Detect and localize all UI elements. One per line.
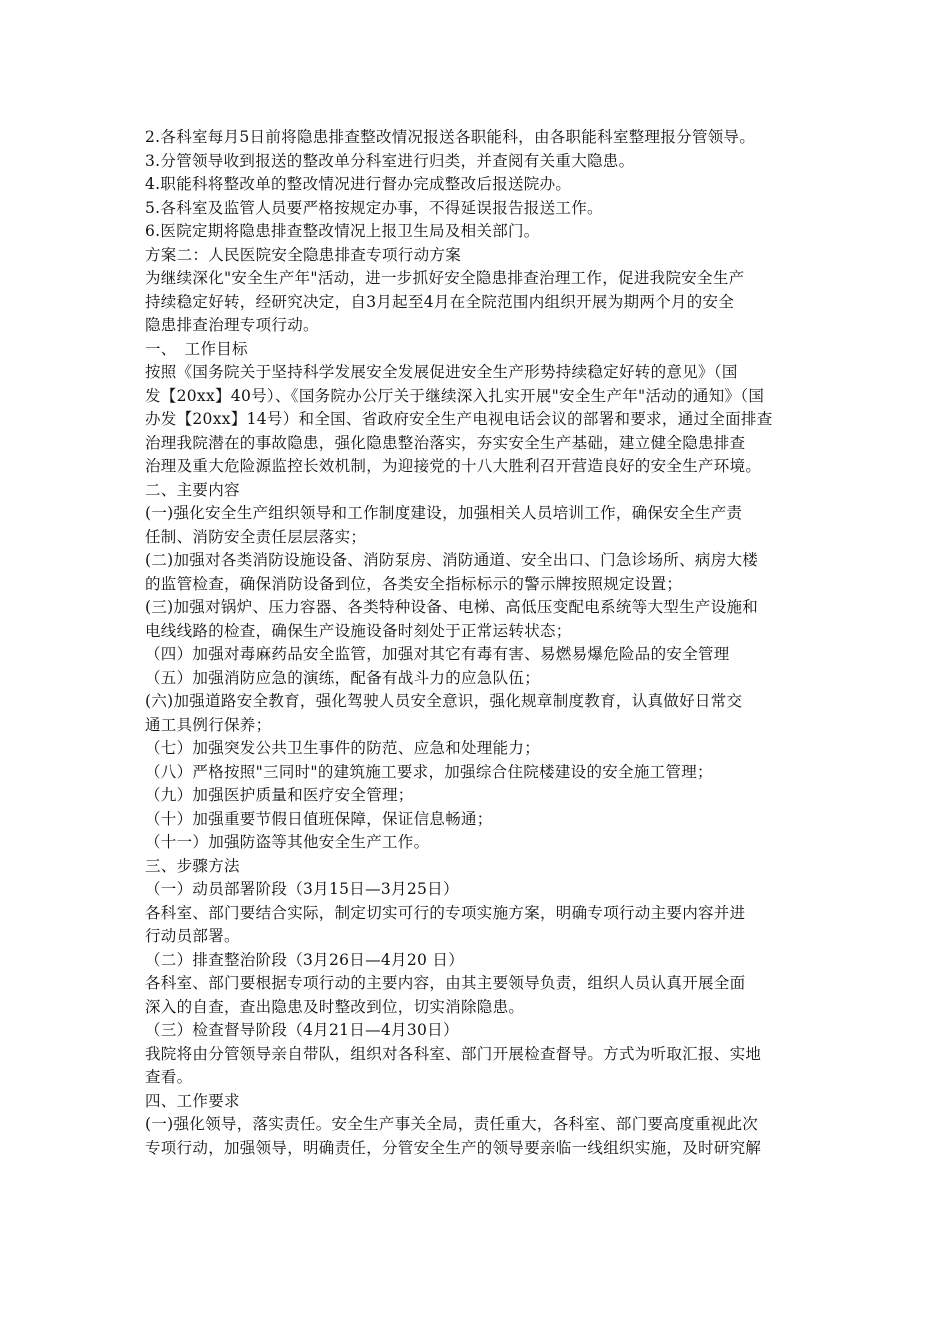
text-line: （五）加强消防应急的演练，配备有战斗力的应急队伍； xyxy=(145,668,541,687)
text-line: 任制、消防安全责任层层落实； xyxy=(145,527,367,546)
text-line: 各科室、部门要根据专项行动的主要内容，由其主要领导负责，组织人员认真开展全面 xyxy=(145,974,746,992)
text-line: （三）检查督导阶段（4月21日—4月30日） xyxy=(145,1021,459,1039)
text-line: （九）加强医护质量和医疗安全管理； xyxy=(145,786,414,804)
text-line: 2.各科室每月5日前将隐患排查整改情况报送各职能科，由各职能科室整理报分管领导。 xyxy=(145,128,756,146)
text-line: （七）加强突发公共卫生事件的防范、应急和处理能力； xyxy=(145,739,541,757)
text-line: 方案二：人民医院安全隐患排查专项行动方案 xyxy=(145,245,462,264)
text-line: (二)加强对各类消防设施设备、消防泵房、消防通道、安全出口、门急诊场所、病房大楼 xyxy=(145,551,759,569)
text-line: 办发【20xx】14号）和全国、省政府安全生产电视电话会议的部署和要求，通过全面排查 xyxy=(145,410,773,428)
text-line: 3.分管领导收到报送的整改单分科室进行归类，并查阅有关重大隐患。 xyxy=(145,151,635,170)
text-line: 专项行动，加强领导，明确责任，分管安全生产的领导要亲临一线组织实施，及时研究解 xyxy=(145,1138,762,1157)
text-line: 6.医院定期将隐患排查整改情况上报卫生局及相关部门。 xyxy=(145,222,540,240)
text-line: 各科室、部门要结合实际，制定切实可行的专项实施方案，明确专项行动主要内容并进 xyxy=(145,903,746,922)
text-line: 治理及重大危险源监控长效机制，为迎接党的十八大胜利召开营造良好的安全生产环境。 xyxy=(145,457,762,475)
text-line: (三)加强对锅炉、压力容器、各类特种设备、电梯、高低压变配电系统等大型生产设施和 xyxy=(145,598,759,616)
text-line: 4.职能科将整改单的整改情况进行督办完成整改后报送院办。 xyxy=(145,175,572,193)
text-line: 发【20xx】40号）、《国务院办公厅关于继续深入扎实开展"安全生产年"活动的通知》（国 xyxy=(145,386,765,405)
text-line: 的监管检查，确保消防设备到位，各类安全指标标示的警示牌按照规定设置； xyxy=(145,574,683,593)
text-line: 四、工作要求 xyxy=(145,1091,240,1110)
text-line: 治理我院潜在的事故隐患，强化隐患整治落实，夯实安全生产基础，建立健全隐患排查 xyxy=(145,433,746,452)
text-line: 二、主要内容 xyxy=(145,480,240,499)
text-line: 一、 工作目标 xyxy=(145,339,248,358)
text-line: 为继续深化"安全生产年"活动，进一步抓好安全隐患排查治理工作，促进我院安全生产 xyxy=(145,269,745,287)
text-line: （四）加强对毒麻药品安全监管，加强对其它有毒有害、易燃易爆危险品的安全管理 xyxy=(145,645,730,663)
text-line: 持续稳定好转，经研究决定，自3月起至4月在全院范围内组织开展为期两个月的安全 xyxy=(145,292,735,311)
text-line: （二）排查整治阶段（3月26日—4月20 日） xyxy=(145,950,464,969)
text-line: 按照《国务院关于坚持科学发展安全发展促进安全生产形势持续稳定好转的意见》（国 xyxy=(145,363,738,381)
text-line: 我院将由分管领导亲自带队，组织对各科室、部门开展检查督导。方式为听取汇报、实地 xyxy=(145,1044,762,1063)
text-line: （一）动员部署阶段（3月15日—3月25日） xyxy=(145,880,459,898)
text-line: (六)加强道路安全教育，强化驾驶人员安全意识，强化规章制度教育，认真做好日常交 xyxy=(145,692,743,710)
text-line: （十一）加强防盗等其他安全生产工作。 xyxy=(145,833,430,851)
text-line: (一)强化安全生产组织领导和工作制度建设，加强相关人员培训工作，确保安全生产责 xyxy=(145,504,743,522)
document-body xyxy=(145,126,817,1160)
text-line: (一)强化领导，落实责任。安全生产事关全局，责任重大，各科室、部门要高度重视此次 xyxy=(145,1115,759,1133)
text-line: 隐患排查治理专项行动。 xyxy=(145,316,319,334)
text-line: （十）加强重要节假日值班保障，保证信息畅通； xyxy=(145,809,493,828)
text-line: 深入的自查，查出隐患及时整改到位，切实消除隐患。 xyxy=(145,997,525,1016)
text-line: 三、步骤方法 xyxy=(145,856,240,875)
text-line: 电线线路的检查，确保生产设施设备时刻处于正常运转状态； xyxy=(145,621,572,640)
text-line: 通工具例行保养； xyxy=(145,715,272,734)
text-line: 行动员部署。 xyxy=(145,927,240,945)
text-line: （八）严格按照"三同时"的建筑施工要求，加强综合住院楼建设的安全施工管理； xyxy=(145,762,713,781)
text-line: 5.各科室及监管人员要严格按规定办事，不得延误报告报送工作。 xyxy=(145,198,603,217)
text-line: 查看。 xyxy=(145,1068,193,1086)
